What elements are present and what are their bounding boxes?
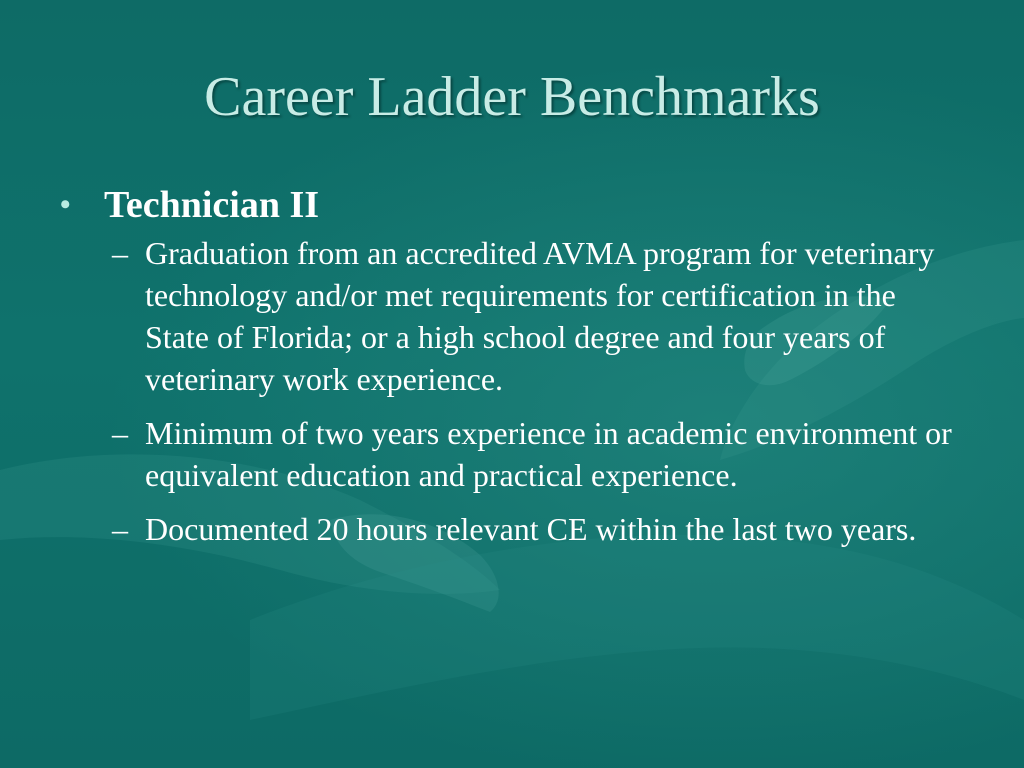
sub-bullet-item bbox=[60, 232, 965, 400]
sub-bullet-text: Minimum of two years experience in academic environment or equivalent education and practical experience. bbox=[145, 415, 952, 493]
bullet-heading: Technician II bbox=[104, 184, 320, 226]
sub-bullet-item bbox=[60, 508, 965, 550]
sub-bullet-item bbox=[60, 412, 965, 496]
bullet-marker: • bbox=[60, 188, 71, 221]
sub-bullet-list bbox=[60, 232, 980, 550]
sub-bullet-marker: – bbox=[112, 415, 128, 451]
sub-bullet-marker: – bbox=[112, 511, 128, 547]
slide-title: Career Ladder Benchmarks bbox=[204, 66, 820, 128]
sub-bullet-text: Graduation from an accredited AVMA program for veterinary technology and/or met requirements for certification in the State of Florida; or a high school degree and four years of veterinary work experience. bbox=[145, 235, 935, 397]
sub-bullet-text: Documented 20 hours relevant CE within the last two years. bbox=[145, 511, 917, 547]
sub-bullet-marker: – bbox=[112, 235, 128, 271]
slide-body bbox=[60, 180, 980, 562]
bullet-item-technician-ii bbox=[60, 180, 980, 230]
